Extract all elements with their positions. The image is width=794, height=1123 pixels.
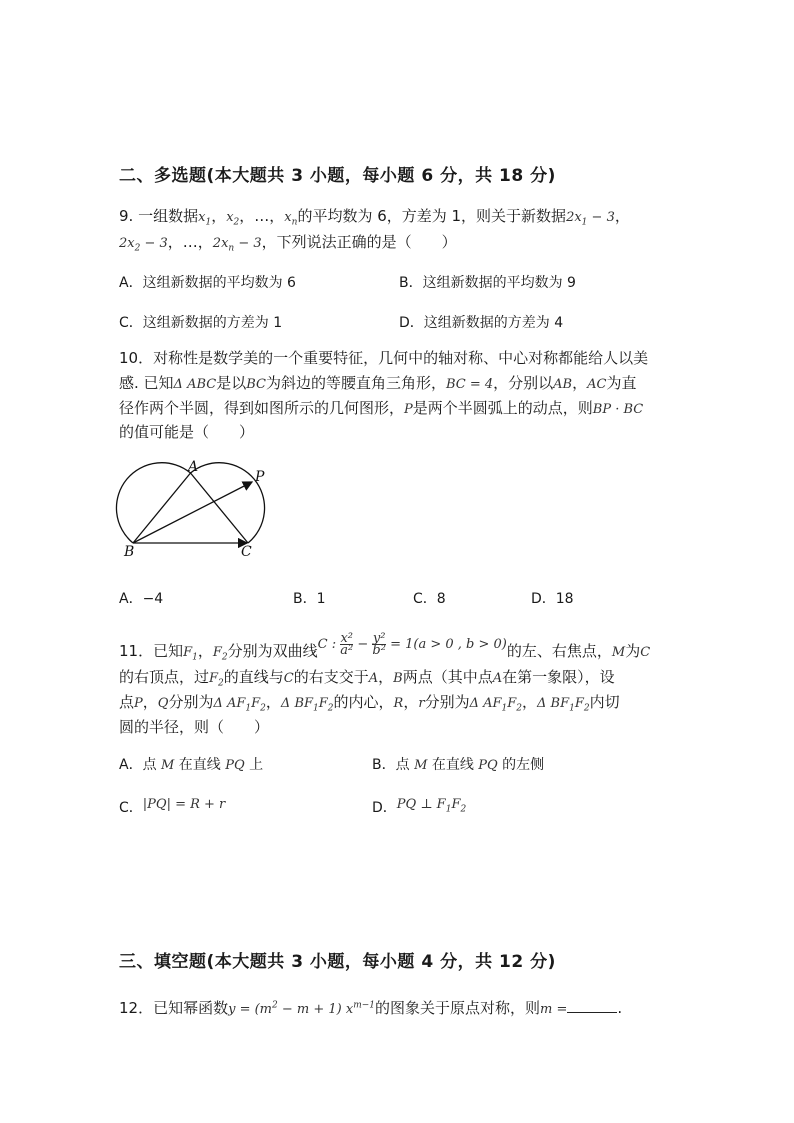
q9-expr-3: $2x_n - 3$ — [212, 236, 262, 254]
section-heading-multi: 二、多选题(本大题共 3 小题，每小题 6 分，共 18 分) — [119, 166, 556, 186]
q11-hyperbola-eq: C : $\frac{\text{x²}}{\text{a²}}$ − $\frac{\text{y²}}{\text{b²}}$ = 1(a > 0 , b > 0) — [317, 631, 507, 658]
semicircle-ac — [191, 463, 265, 543]
q9-text-3: ，下列说法正确的是（ ） — [261, 233, 457, 251]
q12-answer-blank[interactable] — [567, 998, 617, 1013]
q10-line-1: 10．对称性是数学美的一个重要特征，几何中的轴对称、中心对称都能给人以美 — [119, 349, 649, 367]
q10-line-4: 的值可能是（ ） — [119, 423, 255, 441]
q12-function: $y = (m^2 - m + 1)$ $x^{m-1}$ — [228, 1000, 375, 1017]
label-c: C — [241, 544, 252, 560]
semicircle-ab — [116, 463, 190, 543]
q10-figure — [110, 455, 280, 565]
q11-option-b[interactable]: B．点 M 在直线 PQ 的左侧 — [372, 757, 545, 773]
q10-option-c[interactable]: C．8 — [413, 591, 446, 607]
q11-option-c[interactable]: C．|PQ| = R + r — [119, 797, 226, 816]
q11-option-d[interactable]: D．PQ ⊥ $F_1F_2$ — [372, 797, 467, 816]
q11-line-4: 圆的半径，则（ ） — [119, 718, 270, 736]
q9-dots-2: ，…， — [167, 233, 213, 251]
q9-xn: $x_n$ — [284, 210, 298, 228]
q10-option-a[interactable]: A．−4 — [119, 591, 164, 607]
q9-option-a[interactable]: A．这组新数据的平均数为 6 — [119, 275, 296, 291]
q9-line-2 — [119, 231, 457, 254]
vector-bp — [133, 482, 252, 543]
q11-line-1: 11．已知$F_1$，$F_2$分别为双曲线C : $\frac{\text{x²}}{\text{a²}}$ − $\frac{\text{y²}}{\text{b²}}$ = 1(a > 0 , b > 0)的左、右焦点，M为C — [119, 631, 651, 663]
q11-f1: $F_1$ — [183, 645, 198, 663]
q9-comma-2: ， — [614, 207, 630, 225]
q11-f2: $F_2$ — [212, 645, 228, 663]
segment-ac — [191, 473, 249, 543]
q9-option-c[interactable]: C．这组新数据的方差为 1 — [119, 315, 283, 331]
q9-x2: $x_2$ — [226, 210, 240, 228]
q9-comma: ， — [211, 207, 227, 225]
q9-option-d[interactable]: D．这组新数据的方差为 4 — [399, 315, 564, 331]
section-heading-fill: 三、填空题(本大题共 3 小题，每小题 4 分，共 12 分) — [119, 952, 556, 972]
q11-option-a[interactable]: A．点 M 在直线 PQ 上 — [119, 757, 264, 773]
q10-line-3: 径作两个半圆，得到如图所示的几何图形，P是两个半圆弧上的动点，则BP · BC — [119, 399, 644, 417]
q9-expr-1: $2x_1 - 3$ — [566, 210, 615, 228]
label-a: A — [188, 459, 199, 475]
q9-x1: $x_1$ — [198, 210, 212, 228]
q9-number: 9. — [119, 207, 134, 225]
q9-text-2: 的平均数为 6，方差为 1，则关于新数据 — [297, 207, 567, 225]
q12-line-1: 12．已知幂函数$y = (m^2 - m + 1)$ $x^{m-1}$的图象关于原点对称，则m = . — [119, 999, 623, 1017]
q10-line-2: 感. 已知Δ ABC是以BC为斜边的等腰直角三角形，BC = 4，分别以AB，AC为直 — [119, 374, 637, 392]
q9-text: 一组数据 — [138, 207, 199, 225]
q11-line-2: 的右顶点，过$F_2$的直线与C的右支交于A，B两点（其中点A在第一象限），设 — [119, 668, 615, 689]
q9-line-1 — [119, 205, 630, 228]
q10-option-b[interactable]: B．1 — [293, 591, 326, 607]
label-b: B — [124, 544, 135, 560]
segment-ba — [133, 473, 191, 543]
q10-option-d[interactable]: D．18 — [531, 591, 574, 607]
q10-vector-expr: BP · BC — [592, 402, 644, 417]
q9-option-b[interactable]: B．这组新数据的平均数为 9 — [399, 275, 576, 291]
q9-expr-2: $2x_2 - 3$ — [119, 236, 168, 254]
q9-dots: ，…， — [239, 207, 285, 225]
label-p: P — [255, 469, 265, 485]
q11-line-3: 点P，Q分别为Δ $AF_1F_2$，Δ $BF_1F_2$的内心，R，r分别为Δ $AF_1F_2$，Δ $BF_1F_2$内切 — [119, 693, 620, 714]
